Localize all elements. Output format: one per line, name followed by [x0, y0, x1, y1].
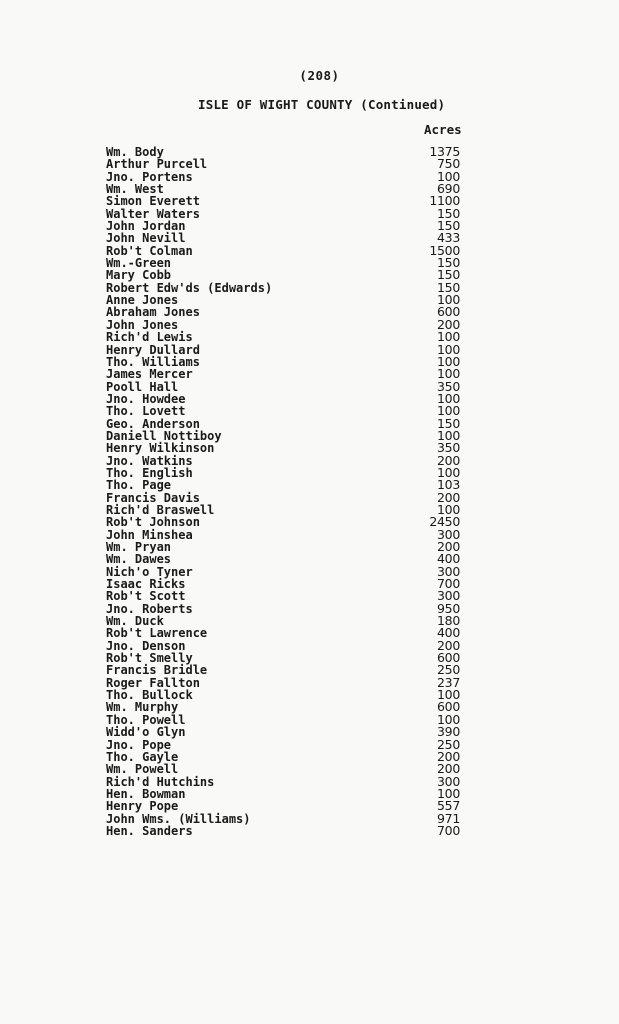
acres-value: 200 — [437, 452, 460, 468]
landowner-name: Tho. Gayle — [106, 749, 179, 764]
landowner-name: Rich'd Hutchins — [106, 774, 215, 789]
landowner-name: Jno. Watkins — [106, 453, 193, 468]
landowner-name: Widd'o Glyn — [106, 725, 186, 740]
landowner-name: Nich'o Tyner — [106, 564, 193, 579]
landowner-name: Abraham Jones — [106, 305, 200, 320]
list-item — [106, 158, 460, 170]
list-item — [106, 822, 460, 838]
landowner-name: Wm.-Green — [106, 256, 172, 271]
acres-value: 350 — [437, 440, 460, 456]
list-item — [106, 701, 460, 713]
acres-value: 100 — [437, 390, 460, 406]
landowner-name: Wm. Duck — [106, 614, 164, 629]
landowner-name: Wm. Dawes — [106, 552, 172, 567]
list-item — [106, 627, 460, 639]
list-item — [106, 368, 460, 380]
landowner-name: Rob't Lawrence — [106, 626, 208, 641]
landowner-name: John Jordan — [106, 219, 186, 234]
landowner-name: Tho. Powell — [106, 712, 186, 727]
list-item — [106, 405, 460, 417]
landowner-list — [106, 146, 460, 837]
landowner-name: Wm. Murphy — [106, 700, 179, 715]
acres-value: 1500 — [429, 242, 460, 258]
acres-value: 200 — [437, 748, 460, 764]
acres-value: 150 — [437, 255, 460, 271]
landowner-name: Wm. Powell — [106, 762, 179, 777]
acres-value: 237 — [437, 674, 460, 690]
list-item — [106, 553, 460, 565]
list-item — [106, 763, 460, 775]
landowner-name: Isaac Ricks — [106, 577, 186, 592]
landowner-name: Jno. Denson — [106, 638, 186, 653]
acres-value: 690 — [437, 181, 460, 197]
landowner-name: John Nevill — [106, 231, 186, 246]
landowner-name: Tho. Page — [106, 478, 172, 493]
acres-value: 150 — [437, 279, 460, 295]
acres-value: 300 — [437, 563, 460, 579]
acres-value: 100 — [437, 785, 460, 801]
landowner-name: Henry Wilkinson — [106, 441, 215, 456]
list-item — [106, 590, 460, 602]
acres-value: 600 — [437, 304, 460, 320]
acres-value: 100 — [437, 501, 460, 517]
landowner-name: Daniell Nottiboy — [106, 428, 222, 443]
acres-value: 400 — [437, 551, 460, 567]
acres-value: 390 — [437, 724, 460, 740]
acres-value: 1100 — [429, 193, 460, 209]
acres-value: 100 — [437, 464, 460, 480]
acres-value: 100 — [437, 292, 460, 308]
landowner-name: Robert Edw'ds (Edwards) — [106, 280, 273, 295]
acres-value: 700 — [437, 822, 460, 838]
landowner-name: James Mercer — [106, 367, 193, 382]
list-item — [106, 331, 460, 343]
acres-value: 200 — [437, 761, 460, 777]
acres-value: 250 — [437, 662, 460, 678]
landowner-name: Rob't Colman — [106, 243, 193, 258]
landowner-name: Rob't Smelly — [106, 651, 193, 666]
landowner-name: Rob't Johnson — [106, 515, 200, 530]
acres-value: 200 — [437, 637, 460, 653]
landowner-name: John Wms. (Williams) — [106, 811, 251, 826]
acres-value: 100 — [437, 687, 460, 703]
acres-value: 100 — [437, 168, 460, 184]
acres-value: 200 — [437, 539, 460, 554]
landowner-name: Roger Fallton — [106, 675, 200, 690]
list-item — [106, 442, 460, 454]
landowner-name: Jno. Pope — [106, 737, 172, 752]
acres-value: 1375 — [429, 144, 460, 159]
acres-value: 557 — [437, 798, 460, 814]
acres-value: 700 — [437, 576, 460, 592]
landowner-name: Wm. Pryan — [106, 540, 172, 554]
acres-value: 2450 — [429, 514, 460, 530]
landowner-name: Rob't Scott — [106, 589, 186, 604]
list-item — [106, 232, 460, 244]
page-title: ISLE OF WIGHT COUNTY (Continued) — [198, 97, 446, 112]
acres-value: 100 — [437, 353, 460, 369]
acres-value: 100 — [437, 403, 460, 419]
acres-value: 300 — [437, 773, 460, 789]
list-item — [106, 516, 460, 528]
list-item — [106, 800, 460, 812]
landowner-name: John Jones — [106, 317, 179, 332]
landowner-name: Francis Bridle — [106, 663, 208, 678]
landowner-name: Jno. Roberts — [106, 601, 193, 616]
landowner-name: Rich'd Braswell — [106, 502, 215, 517]
acres-value: 103 — [437, 477, 460, 493]
acres-value: 971 — [437, 810, 460, 826]
list-item — [106, 664, 460, 676]
acres-value: 350 — [437, 378, 460, 394]
acres-value: 180 — [437, 613, 460, 629]
acres-value: 100 — [437, 329, 460, 345]
acres-value: 200 — [437, 316, 460, 332]
list-item — [106, 341, 460, 357]
landowner-name: Walter Waters — [106, 206, 200, 221]
acres-value: 300 — [437, 588, 460, 604]
acres-value: 250 — [437, 736, 460, 752]
landowner-name: Henry Dullard — [106, 342, 200, 357]
acres-value: 200 — [437, 489, 460, 505]
landowner-name: Rich'd Lewis — [106, 330, 193, 345]
list-item — [106, 269, 460, 281]
acres-value: 100 — [437, 341, 460, 357]
landowner-name: Anne Jones — [106, 293, 179, 308]
acres-column-header: Acres — [424, 122, 462, 137]
acres-value: 150 — [437, 218, 460, 234]
landowner-name: Geo. Anderson — [106, 416, 200, 431]
landowner-name: Tho. Williams — [106, 354, 200, 369]
acres-value: 433 — [437, 230, 460, 246]
landowner-name: Tho. English — [106, 465, 193, 480]
landowner-name: Wm. West — [106, 182, 164, 197]
acres-value: 750 — [437, 156, 460, 172]
landowner-name: Tho. Lovett — [106, 404, 186, 419]
acres-value: 150 — [437, 205, 460, 221]
landowner-name: Jno. Howdee — [106, 391, 186, 406]
acres-value: 100 — [437, 366, 460, 382]
landowner-name: Simon Everett — [106, 194, 200, 209]
list-item — [106, 726, 460, 738]
acres-value: 950 — [437, 600, 460, 616]
list-item — [106, 195, 460, 207]
acres-value: 600 — [437, 699, 460, 715]
landowner-name: Tho. Bullock — [106, 688, 193, 703]
acres-value: 150 — [437, 415, 460, 431]
landowner-name: Hen. Sanders — [106, 823, 193, 838]
acres-value: 100 — [437, 427, 460, 443]
list-item — [106, 306, 460, 318]
list-item — [106, 736, 460, 752]
landowner-name: Mary Cobb — [106, 268, 172, 283]
landowner-name: Pooll Hall — [106, 379, 179, 394]
acres-value: 600 — [437, 650, 460, 666]
landowner-name: Jno. Portens — [106, 169, 193, 184]
acres-value: 400 — [437, 625, 460, 641]
landowner-name: Wm. Body — [106, 145, 164, 159]
landowner-name: Arthur Purcell — [106, 157, 208, 172]
page-number: (208) — [299, 68, 340, 83]
landowner-name: John Minshea — [106, 527, 193, 542]
landowner-name: Hen. Bowman — [106, 786, 186, 801]
landowner-name: Francis Davis — [106, 490, 200, 505]
landowner-name: Henry Pope — [106, 799, 179, 814]
list-item — [106, 479, 460, 491]
acres-value: 150 — [437, 267, 460, 283]
acres-value: 300 — [437, 526, 460, 542]
acres-value: 100 — [437, 711, 460, 727]
